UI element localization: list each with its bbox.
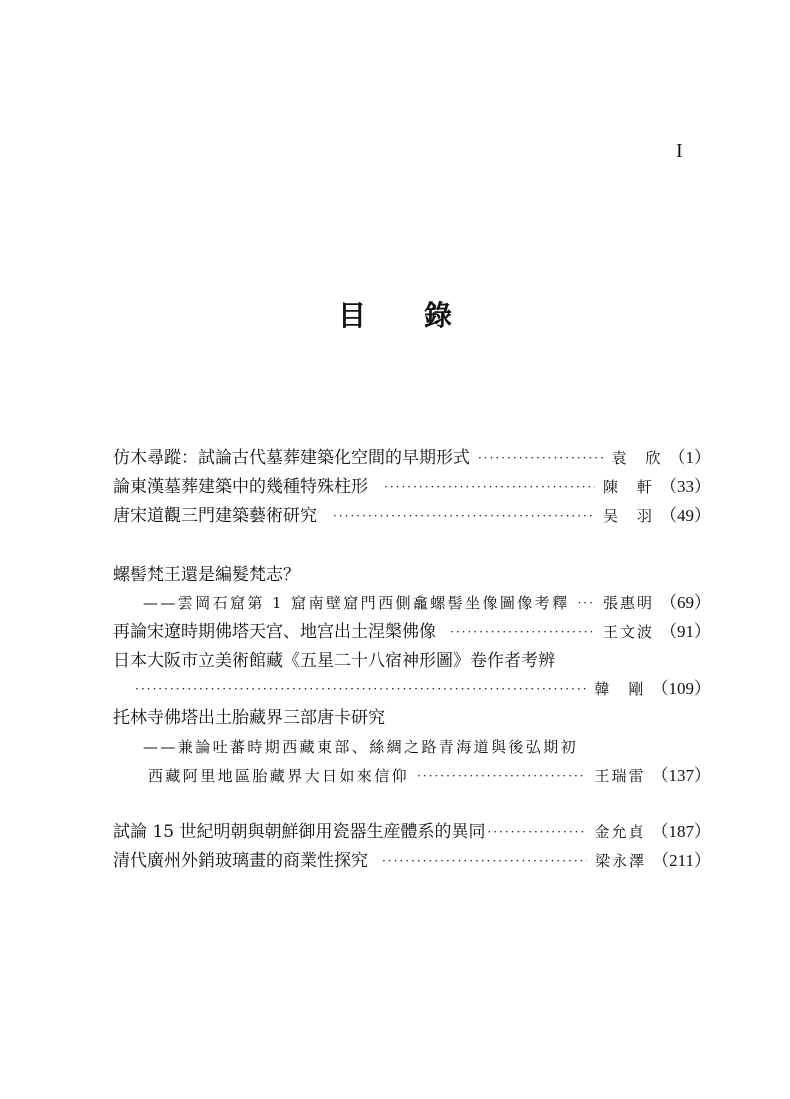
page-title: 目錄 [337,299,510,332]
toc-entry-page: （137） [651,766,711,785]
leader-dots [577,589,595,617]
page-number: I [676,140,683,162]
leader-dots [384,473,595,501]
toc-entry-title: 論東漢墓葬建築中的幾種特殊柱形 [113,477,368,497]
toc-entry-subtitle: ——雲岡石窟第 1 窟南壁窟門西側龕螺髻坐像圖像考釋 [143,594,570,612]
leader-dots [417,762,586,790]
toc-entry-title: 唐宋道觀三門建築藝術研究 [113,506,317,526]
toc-entry-page: （1） [668,448,711,467]
toc-entry-author: 韓 剛 [594,680,646,698]
toc-entry[interactable] [113,618,711,646]
toc-entry-author: 金允貞 [594,823,646,841]
toc-entry-subtitle: ——兼論吐蕃時期西藏東部、絲綢之路青海道與後弘期初 [143,738,579,756]
toc-entry-title: 再論宋遼時期佛塔天宫、地宫出土涅槃佛像 [113,622,436,642]
toc-entry-author: 梁永澤 [595,852,647,870]
toc-entry[interactable] [113,502,711,530]
toc-entry-author: 吴 羽 [602,507,654,525]
toc-entry-subtitle-row [113,733,711,761]
leader-dots [487,818,586,846]
toc-entry[interactable] [113,704,711,732]
toc-entry-page: （33） [660,477,711,496]
toc-entry-title: 托林寺佛塔出土胎藏界三部唐卡研究 [113,708,385,728]
toc-entry-title: 試論 15 世紀明朝與朝鮮御用瓷器生産體系的異同 [113,822,486,842]
toc-entry-page: （211） [652,851,711,870]
toc-entry-title: 清代廣州外銷玻璃畫的商業性探究 [113,851,368,871]
toc-entry-page: （49） [660,506,711,525]
toc-entry-page: （187） [651,822,711,841]
toc-entry-author: 陳 軒 [602,478,654,496]
toc-entry[interactable] [113,847,711,875]
toc-entry-page: （91） [660,622,711,641]
toc-entry-author: 袁 欣 [611,449,663,467]
toc-entry-author: 王瑞雷 [594,767,646,785]
leader-dots [382,847,587,875]
leader-dots [333,502,595,530]
toc-entry-subtitle-row[interactable] [113,762,711,790]
toc-entry[interactable] [113,444,711,472]
toc-entry[interactable] [113,473,711,501]
toc-entry-page: （109） [651,679,711,698]
toc-entry-page: （69） [660,593,711,612]
leader-dots [113,675,586,703]
toc-entry[interactable] [113,647,711,675]
leader-dots [478,444,603,472]
toc-entry-title: 螺髻梵王還是編髮梵志？ [113,565,300,585]
toc-entry-continuation[interactable] [113,675,711,703]
toc-entry-author: 王文波 [602,623,654,641]
toc-entry-title: 仿木尋蹤：試論古代墓葬建築化空間的早期形式 [113,448,470,468]
toc-entry[interactable] [113,818,711,846]
leader-dots [450,618,595,646]
toc-entry-subtitle-row[interactable] [113,589,711,617]
toc-entry[interactable] [113,561,711,589]
toc-entry-subtitle-continued: 西藏阿里地區胎藏界大日如來信仰 [148,767,410,785]
toc-entry-author: 張惠明 [602,594,654,612]
toc-entry-title: 日本大阪市立美術館藏《五星二十八宿神形圖》卷作者考辨 [113,651,555,671]
